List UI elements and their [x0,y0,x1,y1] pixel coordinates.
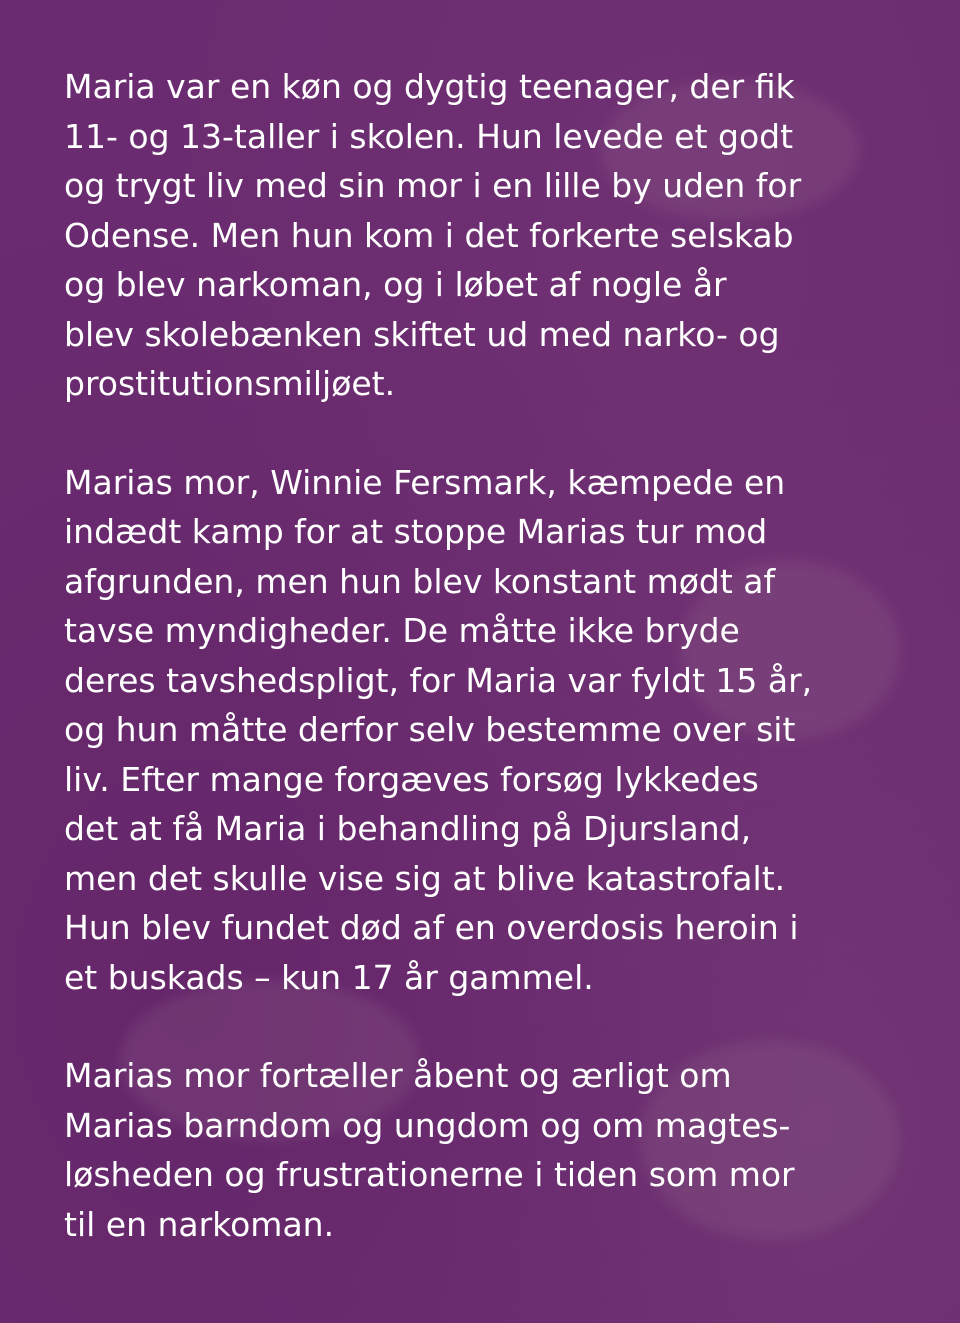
text-line: blev skolebænken skiftet ud med narko- og [64,314,780,354]
text-line: det at få Maria i behandling på Djursland, [64,809,752,848]
text-line: men det skulle vise sig at blive katastrofalt. [64,858,786,898]
text-line: prostitutionsmiljøet. [64,364,396,403]
paragraph-2 [64,458,924,1003]
text-line: Maria var en køn og dygtig teenager, der fik [64,67,795,106]
text-line: tavse myndigheder. De måtte ikke bryde [64,611,740,650]
text-line: afgrunden, men hun blev konstant mødt af [64,561,776,601]
text-line: deres tavshedspligt, for Maria var fyldt 15 år, [64,660,813,700]
text-line: og trygt liv med sin mor i en lille by uden for [64,166,802,205]
text-line: til en narkoman. [64,1204,335,1244]
text-line: og hun måtte derfor selv bestemme over sit [64,710,796,749]
text-line: Marias barndom og ungdom og om magtes- [64,1105,791,1145]
text-line: et buskads – kun 17 år gammel. [64,957,594,997]
paragraph-1 [64,62,924,409]
text-line: og blev narkoman, og i løbet af nogle år [64,265,727,304]
text-line: Marias mor fortæller åbent og ærligt om [64,1056,732,1095]
text-line: Hun blev fundet død af en overdosis heroin i [64,908,799,947]
text-line: indædt kamp for at stoppe Marias tur mod [64,512,768,551]
text-line: liv. Efter mange forgæves forsøg lykkedes [64,759,759,799]
text-line: løsheden og frustrationerne i tiden som mor [64,1155,795,1194]
text-line: 11- og 13-taller i skolen. Hun levede et godt [64,116,794,156]
blurb-text [64,62,924,1298]
paragraph-3 [64,1051,924,1249]
text-line: Odense. Men hun kom i det forkerte selskab [64,215,794,255]
text-line: Marias mor, Winnie Fersmark, kæmpede en [64,462,786,502]
